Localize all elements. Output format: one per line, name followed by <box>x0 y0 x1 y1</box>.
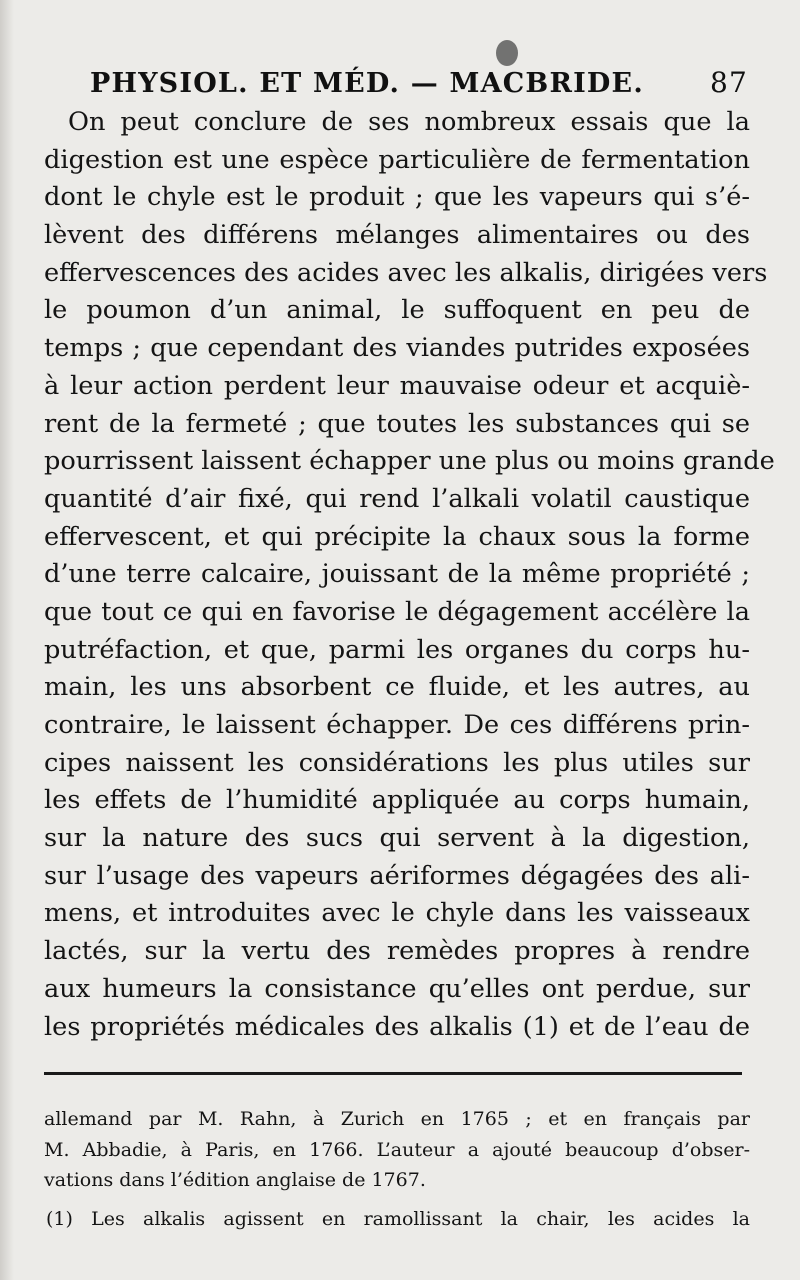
ink-blot <box>496 40 518 66</box>
text-line: le poumon d’un animal, le suffoquent en peu de <box>44 295 750 326</box>
running-head-title: PHYSIOL. ET MÉD. — MACBRIDE. <box>90 68 644 99</box>
text-line: On peut conclure de ses nombreux essais que la <box>68 107 750 137</box>
text-line: lactés, sur la vertu des remèdes propres à rendre <box>44 936 750 967</box>
page-gutter-shadow <box>0 0 14 1280</box>
footnotes <box>44 1104 750 1234</box>
text-line: putréfaction, et que, parmi les organes du corps hu- <box>44 634 750 665</box>
main-text <box>44 104 775 1046</box>
text-line: à leur action perdent leur mauvaise odeur et acquiè- <box>44 370 750 401</box>
text-line: sur la nature des sucs qui servent à la digestion, <box>44 823 750 854</box>
text-line: pourrissent laissent échapper une plus ou moins grande <box>44 446 775 477</box>
running-head <box>90 66 748 106</box>
text-line: effervescent, et qui précipite la chaux sous la forme <box>44 521 750 552</box>
text-line: que tout ce qui en favorise le dégagement accélère la <box>44 596 750 627</box>
text-line: les propriétés médicales des alkalis (1) et de l’eau de <box>44 1011 750 1042</box>
footnote-line: M. Abbadie, à Paris, en 1766. L’auteur a ajouté beaucoup d’obser- <box>44 1138 750 1161</box>
text-line: contraire, le laissent échapper. De ces différens prin- <box>44 710 750 740</box>
page-number: 87 <box>709 66 748 99</box>
text-line: temps ; que cependant des viandes putrides exposées <box>44 333 750 364</box>
text-line: quantité d’air fixé, qui rend l’alkali volatil caustique <box>44 483 750 514</box>
text-line: les effets de l’humidité appliquée au corps humain, <box>44 785 750 816</box>
text-line: sur l’usage des vapeurs aériformes dégagées des ali- <box>44 860 750 891</box>
text-line: digestion est une espèce particulière de fermentation <box>44 144 750 175</box>
text-line: d’une terre calcaire, jouissant de la même propriété ; <box>44 559 750 590</box>
text-line: mens, et introduites avec le chyle dans les vaisseaux <box>44 898 750 929</box>
text-line: effervescences des acides avec les alkalis, dirigées vers <box>44 257 768 288</box>
footnote-rule <box>44 1072 742 1075</box>
text-line: cipes naissent les considérations les plus utiles sur <box>44 747 750 778</box>
text-line: lèvent des différens mélanges alimentaires ou des <box>44 220 750 251</box>
footnote-1: (1) Les alkalis agissent en ramollissant la chair, les acides la <box>46 1207 750 1230</box>
text-line: main, les uns absorbent ce fluide, et les autres, au <box>44 672 750 703</box>
text-line: rent de la fermeté ; que toutes les substances qui se <box>44 408 750 439</box>
text-line: aux humeurs la consistance qu’elles ont perdue, sur <box>44 973 750 1004</box>
text-line: dont le chyle est le produit ; que les vapeurs qui s’é- <box>44 182 750 213</box>
footnote-line: vations dans l’édition anglaise de 1767. <box>44 1169 426 1191</box>
footnote-gap <box>44 1196 750 1204</box>
footnote-line: allemand par M. Rahn, à Zurich en 1765 ; et en français par <box>44 1108 750 1130</box>
